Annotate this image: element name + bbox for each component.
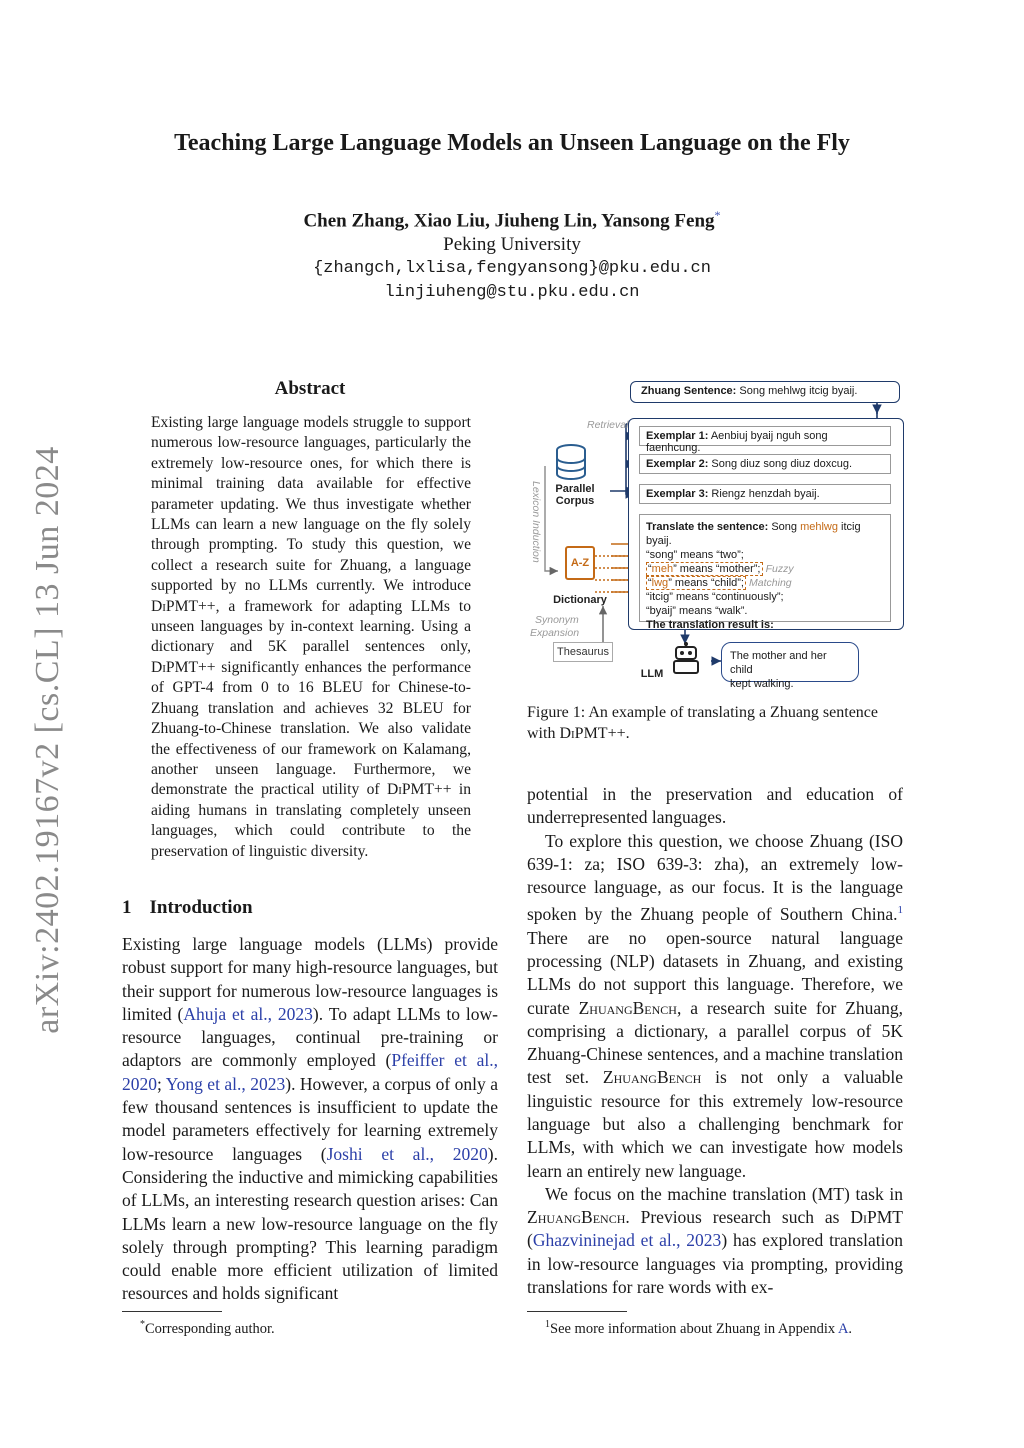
citation-link[interactable]: Ahuja et al., 2023	[183, 1003, 313, 1024]
dictionary-icon: A-Z	[565, 546, 595, 580]
robot-icon	[671, 642, 701, 674]
thesaurus-box: Thesaurus	[553, 642, 613, 662]
method-name: DiPMT++	[151, 658, 216, 676]
corpus-word: Corpus	[555, 495, 595, 507]
right-column-text	[527, 783, 903, 1299]
fuzzy-label: Fuzzy	[765, 563, 794, 575]
exemplar-label: Exemplar 2:	[646, 458, 709, 470]
footnote-corresponding	[140, 1316, 275, 1338]
result-label: The translation result is:	[646, 619, 774, 631]
arxiv-sidebar	[18, 420, 78, 1060]
abstract-part-d: in aiding humans in translating completely unseen languages, which could contribute to the preservation of linguistic diversity.	[151, 781, 471, 860]
output-line: The mother and her child	[730, 650, 827, 676]
citation-link[interactable]: Yong et al., 2023	[165, 1073, 286, 1094]
footnote-zhuang	[545, 1316, 852, 1338]
section-heading	[122, 897, 271, 919]
llm-label: LLM	[640, 668, 664, 680]
intro-text: Existing large language models (LLMs) provide robust support for many high-resource languages, but their support for numerous low-resource languages is limited (	[122, 934, 498, 1024]
lexicon-induction-label: Lexicon Induction	[530, 481, 542, 563]
section-title: Introduction	[149, 897, 253, 918]
llm-output-box	[721, 642, 859, 690]
citation-link[interactable]: Pfeiffer et al., 2020	[122, 1050, 498, 1094]
dict-line: “byaij” means “walk”.	[646, 605, 748, 617]
arxiv-identifier: arXiv:2402.19167v2 [cs.CL] 13 Jun 2024	[29, 446, 66, 1034]
output-line: kept walking.	[730, 678, 794, 690]
method-name: DiPMT++	[386, 781, 452, 799]
translate-instruction-box	[639, 514, 891, 631]
paragraph	[527, 783, 903, 830]
dictionary-label: Dictionary	[553, 594, 607, 606]
intro-text: ). Considering the inductive and mimicking capabilities of LLMs, an interesting research question arises: Can LLMs learn a new low-resource language on the fly solely through prompting? This learning paradigm could enable more efficient utilization of limited resources and holds significant	[122, 1143, 498, 1304]
citation-link[interactable]: Joshi et al., 2020	[326, 1143, 488, 1164]
dict-line-fuzzy: “lwg” means “child”;	[648, 577, 744, 589]
benchmark-name: ZhuangBench	[602, 1067, 702, 1088]
abstract-text	[151, 413, 471, 862]
exemplar-text: Riengz henzdah byaij.	[708, 488, 820, 500]
caption-end: .	[625, 725, 630, 742]
zhuang-sentence-text: Song mehlwg itcig byaij.	[736, 385, 858, 397]
footnote-end: .	[848, 1320, 853, 1337]
dict-meaning: ” means “mother”;	[673, 563, 761, 575]
expansion-label: Expansion	[530, 627, 580, 639]
exemplar-1	[639, 426, 891, 454]
appendix-link[interactable]: A	[837, 1320, 849, 1337]
translate-label: Translate the sentence:	[646, 521, 769, 533]
abstract-part-a: Existing large language models struggle to support numerous low-resource languages, particularly the extremely low-resource ones, for which there is minimal training data available for effective parameter updating. We thus investigate whether LLMs can learn a new language on the fly solely through prompting. To study this question, we collect a research suite for Zhuang, a language supported by no LLMs currently. We introduce	[151, 414, 471, 595]
exemplar-3	[639, 484, 891, 504]
footnote-link[interactable]: 1	[897, 904, 903, 917]
author-names: Chen Zhang, Xiao Liu, Jiuheng Lin, Yansong Feng	[303, 210, 715, 232]
body-text: To explore this question, we choose Zhuang (ISO 639-1: za; ISO 639-3: zha), an extremely low-resource language, as our focus. It is the language spoken by the Zhuang people of Southern China.	[527, 830, 903, 925]
body-text: ) has explored translation in low-resource languages via prompting, providing translations for rare words with ex-	[527, 1230, 903, 1298]
translate-highlight: mehlwg	[800, 521, 838, 533]
dict-line: “song” means “two”;	[646, 549, 744, 561]
figure-caption	[527, 702, 907, 744]
affiliation: Peking University	[443, 234, 581, 256]
abstract-heading: Abstract	[274, 378, 346, 399]
exemplar-label: Exemplar 3:	[646, 488, 709, 500]
intro-text: ). However, a corpus of only a few thousand sentences is insufficient to update the model parameters effectively for learning extremely low-resource languages (	[122, 1073, 498, 1164]
lexicon-induction-arrow	[545, 466, 558, 571]
parallel-word: Parallel	[555, 483, 595, 495]
caption-text: Figure 1: An example of translating a Zhuang sentence with	[527, 704, 879, 742]
dict-line-fuzzy: “meh” means “mother”;	[648, 563, 761, 575]
method-name: DiPMT++	[151, 597, 216, 615]
matching-label: Matching	[749, 577, 792, 589]
corresponding-mark[interactable]: *	[714, 208, 721, 222]
retrieval-label: Retrieval	[587, 419, 629, 431]
fuzzy-word: lwg	[651, 577, 669, 589]
body-text: (	[527, 1230, 533, 1251]
body-text: potential in the preservation and education of underrepresented languages.	[527, 784, 903, 828]
paragraph	[527, 1183, 903, 1299]
body-text: . Previous research such as	[625, 1207, 851, 1228]
benchmark-name: ZhuangBench	[578, 997, 677, 1018]
dict-line: “itcig” means “continuously”;	[646, 591, 784, 603]
footnote-text: Corresponding author.	[145, 1320, 275, 1337]
caption-method: DiPMT++	[559, 725, 626, 742]
exemplar-2	[639, 454, 891, 474]
email-line-1: {zhangch,lxlisa,fengyansong}@pku.edu.cn	[313, 259, 711, 279]
footnote-rule	[527, 1311, 627, 1312]
footnote-rule	[122, 1311, 222, 1312]
citation-separator: ;	[157, 1073, 166, 1094]
synonym-label: Synonym	[535, 614, 579, 626]
footnote-text: See more information about Zhuang in Appendix	[550, 1320, 838, 1337]
footnote-mark: *	[140, 1319, 145, 1330]
database-icon	[555, 444, 587, 480]
figure-1	[525, 376, 915, 690]
author-block	[0, 203, 1024, 305]
translate-text: itcig byaij.	[646, 521, 861, 547]
abstract-part-c: significantly enhances the performance of GPT-4 from 0 to 16 BLEU for Chinese-to-Zhuang translation and achieves 32 BLEU for Zhuang-to-Chinese translation. We also validate the effectiveness of our framework on Kalamang, another unseen language. Furthermore, we demonstrate the practical utility of	[151, 658, 471, 799]
intro-paragraph	[122, 933, 498, 1306]
section-number: 1	[122, 897, 132, 918]
body-text: There are no open-source natural language processing (NLP) datasets in Zhuang, and existing LLMs do not support this language. Therefore, we curate	[527, 927, 903, 1018]
body-text: We focus on the machine translation (MT) task in	[545, 1183, 903, 1204]
translate-text: Song	[768, 521, 801, 533]
benchmark-name: ZhuangBench	[527, 1207, 626, 1228]
zhuang-sentence-box	[630, 381, 900, 403]
paragraph	[527, 830, 903, 1183]
intro-text: ). To adapt LLMs to low-resource languages, continual pre-training or adaptors are commonly employed (	[122, 1003, 499, 1071]
abstract-part-b: , a framework for adapting LLMs to unseen languages by in-context learning. Using a dictionary and 5K parallel sentences only,	[151, 597, 471, 656]
citation-link[interactable]: Ghazvininejad et al., 2023	[532, 1230, 722, 1251]
exemplar-text: Song diuz song diuz doxcug.	[708, 458, 853, 470]
exemplar-label: Exemplar 1:	[646, 430, 709, 442]
exemplar-text: Aenbiuj byaij nguh song faenhcung.	[646, 430, 828, 454]
paper-title: Teaching Large Language Models an Unseen Language on the Fly	[174, 130, 850, 156]
fuzzy-word: meh	[651, 563, 674, 575]
parallel-corpus-label	[550, 483, 600, 507]
zhuang-sentence-label: Zhuang Sentence:	[641, 385, 737, 397]
email-line-2: linjiuheng@stu.pku.edu.cn	[384, 283, 640, 303]
footnote-mark: 1	[545, 1319, 550, 1330]
body-text: is not only a valuable linguistic resource for this extremely low-resource language but also a challenging benchmark for LLMs, with which we can investigate how models learn an entirely new language.	[527, 1067, 903, 1181]
method-name: DiPMT	[850, 1207, 903, 1228]
dict-meaning: ” means “child”;	[668, 577, 744, 589]
body-text: , a research suite for Zhuang, comprising a dictionary, a parallel corpus of 5K Zhuang-Chinese sentences, and a machine translation test set.	[527, 997, 903, 1088]
